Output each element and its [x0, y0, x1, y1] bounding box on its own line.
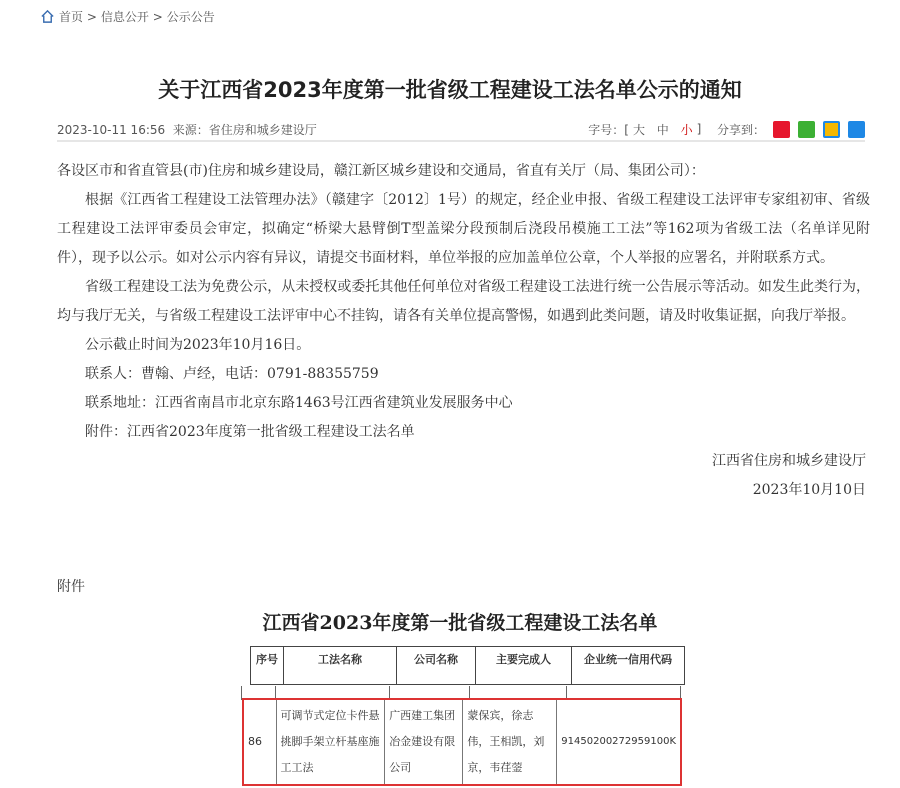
table-row: [244, 700, 680, 784]
signature: 江西省住房和城乡建设厅: [712, 453, 866, 469]
qzone-icon[interactable]: [823, 121, 840, 138]
paragraph: 公示截止时间为2023年10月16日。: [85, 337, 311, 353]
attachment-link[interactable]: 附件：江西省2023年度第一批省级工程建设工法名单: [85, 424, 415, 440]
breadcrumb-notice[interactable]: 公示公告: [166, 10, 215, 24]
table-header: [250, 646, 685, 685]
font-large-button[interactable]: 大: [632, 122, 645, 137]
cell-no: 86: [248, 735, 262, 748]
breadcrumb-home[interactable]: 首页 >: [59, 10, 97, 24]
cell-company: 广西建工集团冶金建设有限公司: [385, 700, 463, 784]
font-size-bracket: ]: [696, 122, 702, 136]
source: 来源：省住房和城乡建设厅: [172, 122, 317, 137]
paragraph: 根据《江西省工程建设工法管理办法》（赣建字〔2012〕1号）的规定，经企业申报、省级工程建设工法评审专家组初审、省级工程建设工法评审委员会审定，拟确定“桥梁大悬臂倒T型盖梁分段预制后浇段吊模施工工法”等162项为省级工法（名单详见附件），现予以公示。如对公示内容有异议，请提交书面材料，单位举报的应加盖单位公章，个人举报的应署名，并附联系方式。: [57, 192, 870, 266]
highlighted-table-row: [242, 698, 682, 786]
header-people: 主要完成人: [476, 647, 572, 685]
address: 联系地址：江西省南昌市北京东路1463号江西省建筑业发展服务中心: [85, 395, 513, 411]
header-no: 序号: [251, 647, 284, 685]
font-medium-button[interactable]: 中: [656, 122, 669, 137]
breadcrumb-info[interactable]: 信息公开 >: [100, 10, 163, 24]
cell-code: 91450200272959100K: [557, 700, 680, 784]
paragraph: 省级工程建设工法为免费公示，从未授权或委托其他任何单位对省级工程建设工法进行统一公告展示等活动。如发生此类行为，均与我厅无关，与省级工程建设工法评审中心不挂钩，请各有关单位提高警惕，如遇到此类问题，请及时收集证据，向我厅举报。: [57, 279, 870, 324]
article-body: [57, 157, 870, 505]
home-icon[interactable]: [40, 9, 55, 24]
header-code: 企业统一信用代码: [572, 647, 685, 685]
cell-name: 可调节式定位卡件悬挑脚手架立杆基座施工工法: [276, 700, 385, 784]
table-title: 江西省2023年度第一批省级工程建设工法名单: [262, 612, 658, 634]
qq-icon[interactable]: [848, 121, 865, 138]
font-small-button[interactable]: 小: [680, 122, 693, 137]
paragraph: 各设区市和省直管县(市)住房和城乡建设局，赣江新区城乡建设和交通局，省直有关厅（局、集团公司）：: [57, 163, 705, 179]
weibo-icon[interactable]: [773, 121, 790, 138]
contact: 联系人：曹翰、卢经，电话：0791-88355759: [85, 366, 379, 382]
publish-datetime: 2023-10-11 16:56: [57, 122, 166, 137]
cell-people: 蒙保宾，徐志伟，王相凯，刘京，韦荏蓥: [463, 700, 557, 784]
share-label: 分享到：: [716, 122, 765, 137]
sign-date: 2023年10月10日: [752, 482, 866, 498]
page-title: 关于江西省2023年度第一批省级工程建设工法名单公示的通知: [158, 78, 742, 102]
attachment-label: 附件: [57, 579, 85, 595]
header-name: 工法名称: [284, 647, 397, 685]
font-size-label: 字号：[: [588, 122, 629, 137]
breadcrumb: [40, 8, 215, 25]
header-company: 公司名称: [397, 647, 476, 685]
article-meta: [57, 118, 865, 142]
wechat-icon[interactable]: [798, 121, 815, 138]
